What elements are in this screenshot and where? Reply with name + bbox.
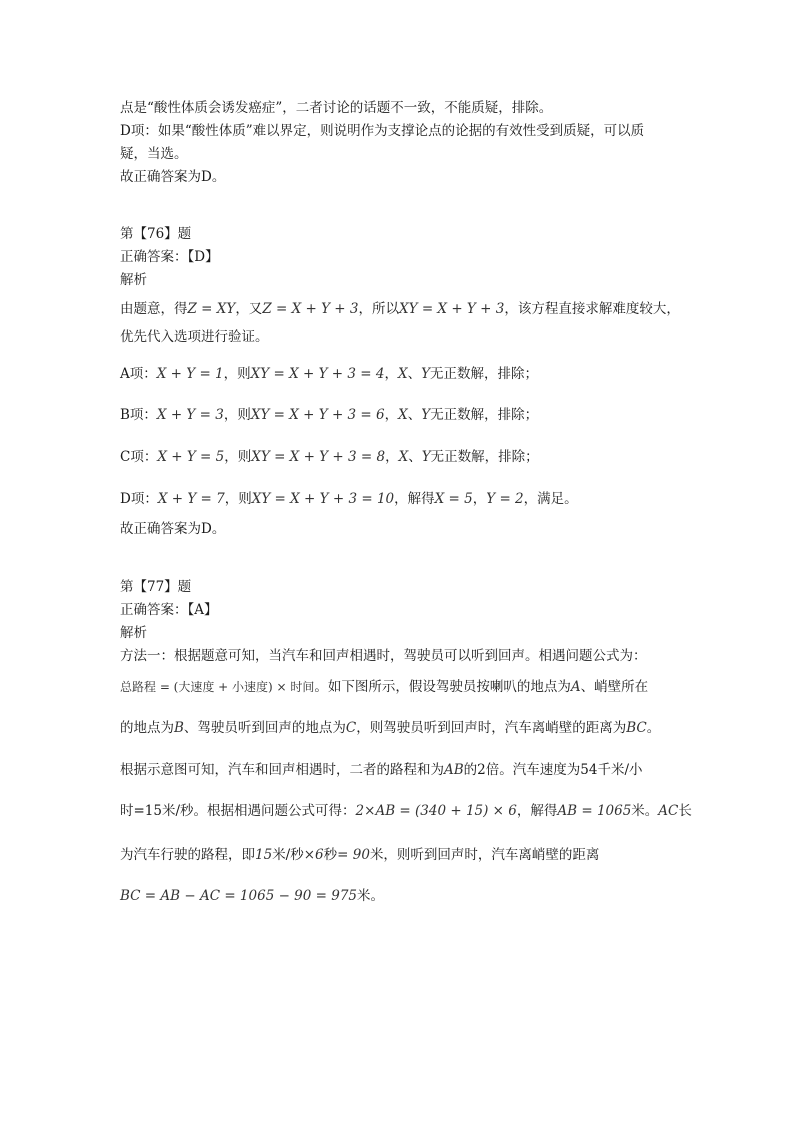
option-variable: X [397, 366, 408, 382]
q77-formula: 总路程 = (大速度 + 小速度) × 时间 [120, 680, 315, 694]
q77-text: 米。 [631, 803, 659, 819]
q77-text: 秒 [323, 847, 338, 863]
q76-intro-line [120, 300, 680, 318]
q76-intro-math-3: XY = X + Y + 3 [399, 301, 505, 317]
q77-variable: AB [444, 762, 464, 778]
q76-answer: 正确答案：【D】 [120, 249, 219, 265]
q77-text: 根据示意图可知，汽车和回声相遇时，二者的路程和为 [120, 762, 444, 778]
q77-line-3 [120, 719, 660, 737]
q76-intro-text-1: 由题意，得 [120, 301, 188, 317]
option-text: 无正数解，排除； [430, 449, 539, 465]
option-equation: X + Y = 1 [156, 366, 224, 382]
q76-option-d [120, 490, 578, 508]
q77-text: 的地点为 [120, 720, 174, 736]
q76-option-c [120, 448, 539, 466]
q77-answer: 正确答案：【A】 [120, 602, 218, 618]
option-label: B项： [120, 407, 157, 423]
q76-header: 第【76】题 [120, 226, 192, 242]
q77-text: 、峭壁所在 [580, 679, 649, 695]
q77-equation: AB = 1065 [557, 803, 632, 819]
prev-text-line-3: 疑，当选。 [120, 146, 188, 162]
option-text: ，则 [224, 491, 252, 507]
option-label: D项： [120, 491, 158, 507]
option-text: ， [385, 449, 399, 465]
q76-option-b [120, 406, 538, 424]
option-text: 、 [407, 366, 422, 382]
q77-line-5 [120, 802, 692, 820]
prev-text-line-2: D项：如果“酸性体质”难以界定，则说明作为支撑论点的论据的有效性受到质疑，可以质 [120, 123, 645, 139]
q77-analysis-label: 解析 [120, 625, 147, 641]
option-equation: X + Y = 3 [156, 407, 224, 423]
option-text: 、 [407, 407, 422, 423]
q77-line-7 [120, 887, 384, 905]
q77-text: 米，则听到回声时，汽车离峭壁的距离 [369, 847, 600, 863]
q76-intro-text-4: ，该方程直接求解难度较大， [504, 301, 680, 317]
option-equation: X = 5 [434, 491, 473, 507]
q77-text: 。如下图所示，假设驾驶员按喇叭的地点为 [314, 679, 571, 695]
q77-text: 的2倍。汽车速度为54千米/小 [463, 762, 643, 778]
option-equation: XY = X + Y + 3 = 8 [251, 449, 386, 465]
option-equation: Y = 2 [486, 491, 524, 507]
q76-intro-text-3: ，所以 [358, 301, 399, 317]
q77-text: 、驾驶员听到回声的地点为 [183, 720, 346, 736]
q77-text: 为汽车行驶的路程，即 [120, 847, 255, 863]
option-equation: X + Y = 7 [157, 491, 225, 507]
option-text: ，则 [223, 407, 251, 423]
q77-header: 第【77】题 [120, 579, 192, 595]
q77-variable: BC [626, 720, 647, 736]
q76-intro-math-1: Z = XY [187, 301, 236, 317]
q77-text: 时=15米/秒。根据相遇问题公式可得： [120, 803, 356, 819]
q77-line-2 [120, 678, 648, 696]
q77-text: ，解得 [516, 803, 558, 819]
q76-intro-math-2: Z = X + Y + 3 [262, 301, 359, 317]
prev-conclusion: 故正确答案为D。 [120, 169, 226, 185]
q77-text: 米。 [357, 888, 385, 904]
option-variable: X [398, 449, 409, 465]
q77-variable: AC [658, 803, 679, 819]
q77-number: ×6 [303, 847, 324, 863]
option-equation: XY = X + Y + 3 = 4 [250, 366, 385, 382]
q77-text: 长 [678, 803, 692, 819]
option-label: A项： [120, 366, 157, 382]
q77-text: 米/秒 [272, 847, 304, 863]
option-variable: X [398, 407, 408, 423]
option-text: ， [384, 407, 399, 423]
option-variable: Y [421, 366, 431, 382]
option-text: 、 [408, 449, 422, 465]
q77-line-4 [120, 761, 643, 779]
q77-text: ，则驾驶员听到回声时，汽车离峭壁的距离为 [356, 720, 627, 736]
q77-variable: B [174, 720, 184, 736]
q77-variable: A [570, 679, 581, 695]
option-text: ，解得 [394, 491, 435, 507]
option-text: ， [472, 491, 487, 507]
prev-text-line-1: 点是“酸性体质会诱发癌症”，二者讨论的话题不一致，不能质疑，排除。 [120, 100, 553, 116]
q77-line-1: 方法一：根据题意可知，当汽车和回声相遇时，驾驶员可以听到回声。相遇问题公式为： [120, 648, 647, 664]
q76-analysis-label: 解析 [120, 272, 147, 288]
q77-number: 15 [255, 847, 273, 863]
q77-variable: C [345, 720, 357, 736]
option-label: C项： [120, 449, 158, 465]
option-text: 无正数解，排除； [430, 366, 539, 382]
q77-equation: = 90 [337, 847, 370, 863]
option-equation: X + Y = 5 [157, 449, 225, 465]
option-equation: XY = X + Y + 3 = 6 [250, 407, 385, 423]
option-text: ，满足。 [523, 491, 578, 507]
q77-equation: 2×AB = (340 + 15) × 6 [355, 803, 517, 819]
q77-equation: BC = AB − AC = 1065 − 90 = 975 [120, 888, 358, 904]
option-equation: XY = X + Y + 3 = 10 [251, 491, 395, 507]
q76-option-a [120, 365, 538, 383]
option-variable: Y [421, 407, 431, 423]
q77-line-6 [120, 846, 599, 864]
q77-text: 。 [646, 720, 661, 736]
option-text: 无正数解，排除； [430, 407, 539, 423]
option-text: ， [384, 366, 398, 382]
option-text: ，则 [224, 449, 252, 465]
q76-intro-line-2: 优先代入选项进行验证。 [120, 329, 269, 345]
option-variable: Y [421, 449, 431, 465]
option-text: ，则 [223, 366, 251, 382]
q76-conclusion: 故正确答案为D。 [120, 521, 226, 537]
q76-intro-text-2: ，又 [235, 301, 263, 317]
